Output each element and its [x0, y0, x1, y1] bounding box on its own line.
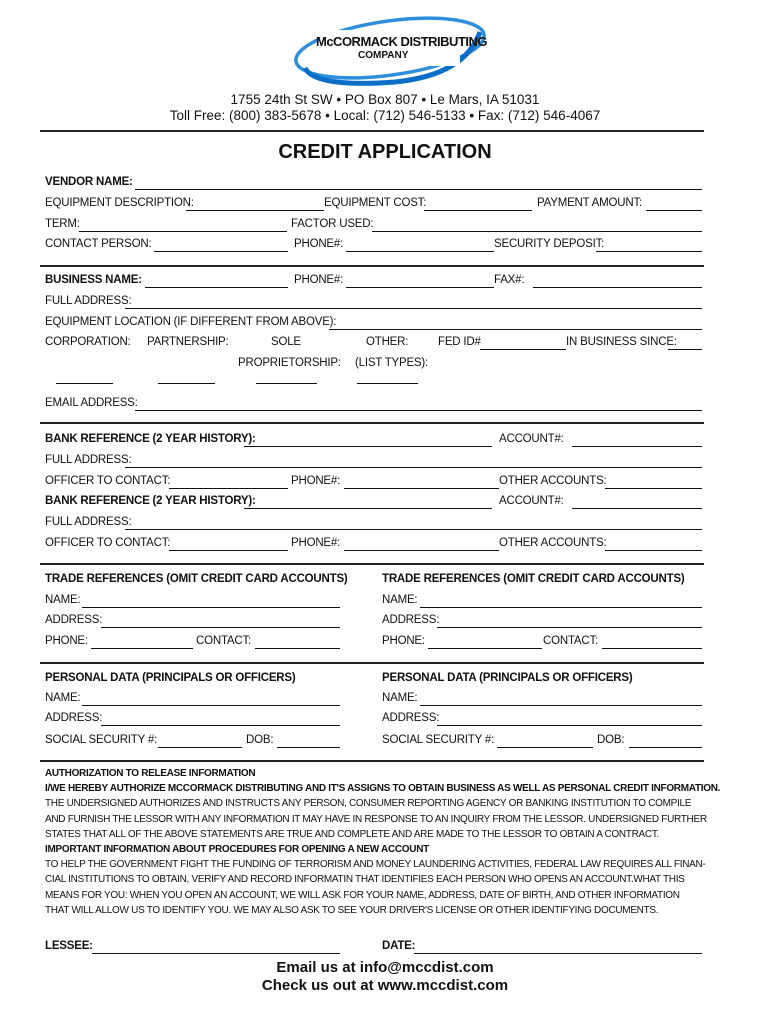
vendor-name-label: VENDOR NAME:	[45, 176, 133, 188]
lessee-signature-field[interactable]	[92, 953, 340, 954]
personal2-name-label: NAME:	[382, 692, 418, 704]
proprietorship-label: PROPRIETORSHIP:	[238, 357, 341, 369]
date-label: DATE:	[382, 940, 416, 952]
trade-heading-right: TRADE REFERENCES (OMIT CREDIT CARD ACCOUNTS)	[382, 573, 685, 585]
logo-line1: McCORMACK DISTRIBUTING	[316, 34, 487, 49]
bank1-officer-field[interactable]	[169, 488, 288, 489]
email-address-label: EMAIL ADDRESS:	[45, 397, 138, 409]
vendor-phone-field[interactable]	[346, 251, 494, 252]
authorization-line-6: MEANS FOR YOU: WHEN YOU OPEN AN ACCOUNT, WE WILL ASK FOR YOUR NAME, ADDRESS, DATE OF BIRTH, AND OTHER INFORMATION	[45, 889, 680, 901]
trade2-address-field[interactable]	[437, 627, 702, 628]
other-field[interactable]	[357, 383, 418, 384]
business-phone-label: PHONE#:	[294, 274, 344, 286]
equipment-location-field[interactable]	[329, 329, 702, 330]
header-rule	[40, 130, 704, 132]
email-address-field[interactable]	[135, 410, 702, 411]
authorization-heading: AUTHORIZATION TO RELEASE INFORMATION	[45, 768, 256, 779]
authorization-block	[45, 766, 721, 918]
bank1-address-field[interactable]	[125, 467, 702, 468]
business-address-label: FULL ADDRESS:	[45, 295, 132, 307]
bank2-officer-field[interactable]	[169, 550, 288, 551]
trade2-name-field[interactable]	[420, 607, 702, 608]
business-address-field[interactable]	[125, 308, 702, 309]
trade2-phone-field[interactable]	[428, 648, 542, 649]
bank2-phone-field[interactable]	[344, 550, 499, 551]
personal2-name-field[interactable]	[420, 705, 702, 706]
fed-id-field[interactable]	[480, 349, 566, 350]
personal1-name-label: NAME:	[45, 692, 81, 704]
important-heading: IMPORTANT INFORMATION ABOUT PROCEDURES FOR OPENING A NEW ACCOUNT	[45, 844, 429, 856]
contact-person-field[interactable]	[154, 251, 288, 252]
vendor-phone-label: PHONE#:	[294, 238, 344, 250]
factor-used-label: FACTOR USED:	[291, 218, 374, 230]
bank2-phone-label: PHONE#:	[291, 537, 341, 549]
divider-4	[40, 662, 704, 664]
bank1-other-accounts-label: OTHER ACCOUNTS:	[499, 475, 607, 487]
trade1-address-field[interactable]	[101, 627, 340, 628]
personal2-ssn-label: SOCIAL SECURITY #:	[382, 734, 495, 746]
trade2-contact-label: CONTACT:	[543, 635, 599, 647]
personal2-ssn-field[interactable]	[497, 747, 593, 748]
equipment-location-label: EQUIPMENT LOCATION (IF DIFFERENT FROM ABOVE):	[45, 316, 337, 328]
divider-2	[40, 422, 704, 424]
authorization-line-7: THAT WILL ALLOW US TO IDENTIFY YOU. WE MAY ALSO ASK TO SEE YOUR DRIVER'S LICENSE OR OTHER IDENTIFYING DOCUMENTS.	[45, 904, 659, 916]
date-field[interactable]	[414, 953, 702, 954]
personal1-address-field[interactable]	[101, 725, 340, 726]
bank1-phone-label: PHONE#:	[291, 475, 341, 487]
divider-5	[40, 760, 704, 762]
term-field[interactable]	[79, 231, 287, 232]
footer-email: Email us at info@mccdist.com	[276, 959, 494, 976]
payment-amount-label: PAYMENT AMOUNT:	[537, 197, 642, 209]
other-label: OTHER:	[366, 336, 409, 348]
bank2-reference-label: BANK REFERENCE (2 YEAR HISTORY):	[45, 495, 256, 507]
trade-heading-left: TRADE REFERENCES (OMIT CREDIT CARD ACCOUNTS)	[45, 573, 348, 585]
authorization-bold-line: I/WE HEREBY AUTHORIZE MCCORMACK DISTRIBUTING AND IT'S ASSIGNS TO OBTAIN BUSINESS AS WELL AS PERSONAL CREDIT INFORMATION.	[45, 783, 721, 795]
trade1-name-field[interactable]	[82, 607, 340, 608]
bank2-address-field[interactable]	[125, 529, 702, 530]
bank2-account-label: ACCOUNT#:	[499, 495, 564, 507]
trade1-phone-label: PHONE:	[45, 635, 88, 647]
fed-id-label: FED ID#	[438, 336, 481, 348]
trade1-name-label: NAME:	[45, 594, 81, 606]
security-deposit-field[interactable]	[596, 251, 702, 252]
bank1-reference-field[interactable]	[244, 446, 492, 447]
authorization-line-2: AND FURNISH THE LESSOR WITH ANY INFORMATION IT MAY HAVE IN RESPONSE TO AN INQUIRY FROM THE LESSOR. UNDERSIGNED FURTHER	[45, 813, 707, 825]
page-title: CREDIT APPLICATION	[278, 141, 492, 163]
term-label: TERM:	[45, 218, 80, 230]
trade2-contact-field[interactable]	[602, 648, 702, 649]
authorization-line-3: STATES THAT ALL OF THE ABOVE STATEMENTS ARE TRUE AND COMPLETE AND ARE MADE TO THE LESSOR TO OBTAIN A CONTRACT.	[45, 828, 660, 840]
bank1-account-field[interactable]	[572, 446, 702, 447]
bank2-other-accounts-label: OTHER ACCOUNTS:	[499, 537, 607, 549]
personal2-address-label: ADDRESS:	[382, 712, 440, 724]
trade2-name-label: NAME:	[382, 594, 418, 606]
divider-3	[40, 563, 704, 565]
personal2-dob-label: DOB:	[597, 734, 625, 746]
factor-used-field[interactable]	[372, 231, 702, 232]
authorization-line-1: THE UNDERSIGNED AUTHORIZES AND INSTRUCTS ANY PERSON, CONSUMER REPORTING AGENCY OR BANKING INSTITUTION TO COMPILE	[45, 798, 692, 810]
personal-heading-right: PERSONAL DATA (PRINCIPALS OR OFFICERS)	[382, 672, 633, 684]
logo-line2: COMPANY	[358, 50, 409, 61]
company-address: 1755 24th St SW • PO Box 807 • Le Mars, IA 51031	[230, 92, 540, 107]
lessee-label: LESSEE:	[45, 940, 93, 952]
personal1-name-field[interactable]	[82, 705, 340, 706]
authorization-line-4: TO HELP THE GOVERNMENT FIGHT THE FUNDING OF TERRORISM AND MONEY LAUNDERING ACTIVITIES, FEDERAL LAW REQUIRES ALL FINAN-	[45, 859, 706, 871]
sole-label: SOLE	[271, 336, 301, 348]
bank2-reference-field[interactable]	[244, 508, 492, 509]
equipment-cost-label: EQUIPMENT COST:	[324, 197, 427, 209]
business-name-label: BUSINESS NAME:	[45, 274, 142, 286]
bank2-other-accounts-field[interactable]	[605, 550, 702, 551]
business-fax-field[interactable]	[533, 287, 702, 288]
personal1-ssn-field[interactable]	[158, 747, 242, 748]
list-types-label: (LIST TYPES):	[355, 357, 429, 369]
trade1-address-label: ADDRESS:	[45, 614, 103, 626]
partnership-label: PARTNERSHIP:	[147, 336, 229, 348]
bank2-officer-label: OFFICER TO CONTACT:	[45, 537, 171, 549]
corporation-label: CORPORATION:	[45, 336, 131, 348]
trade2-phone-label: PHONE:	[382, 635, 425, 647]
trade1-phone-field[interactable]	[91, 648, 193, 649]
in-business-since-field[interactable]	[668, 349, 702, 350]
sole-proprietorship-field[interactable]	[256, 383, 317, 384]
bank1-phone-field[interactable]	[344, 488, 499, 489]
personal2-address-field[interactable]	[437, 725, 702, 726]
personal1-address-label: ADDRESS:	[45, 712, 103, 724]
security-deposit-label: SECURITY DEPOSIT:	[494, 238, 605, 250]
equipment-cost-field[interactable]	[424, 210, 532, 211]
trade1-contact-field[interactable]	[255, 648, 340, 649]
bank2-address-label: FULL ADDRESS:	[45, 516, 132, 528]
bank1-account-label: ACCOUNT#:	[499, 433, 564, 445]
trade1-contact-label: CONTACT:	[196, 635, 252, 647]
personal1-ssn-label: SOCIAL SECURITY #:	[45, 734, 158, 746]
trade2-address-label: ADDRESS:	[382, 614, 440, 626]
in-business-since-label: IN BUSINESS SINCE:	[566, 336, 677, 348]
personal-heading-left: PERSONAL DATA (PRINCIPALS OR OFFICERS)	[45, 672, 296, 684]
bank1-reference-label: BANK REFERENCE (2 YEAR HISTORY):	[45, 433, 256, 445]
footer-website: Check us out at www.mccdist.com	[261, 977, 509, 994]
personal1-dob-field[interactable]	[277, 747, 340, 748]
business-phone-field[interactable]	[346, 287, 494, 288]
business-fax-label: FAX#:	[494, 274, 525, 286]
personal1-dob-label: DOB:	[246, 734, 274, 746]
company-phones: Toll Free: (800) 383-5678 • Local: (712) 546-5133 • Fax: (712) 546-4067	[169, 108, 601, 123]
vendor-name-field[interactable]	[135, 189, 702, 190]
equipment-description-label: EQUIPMENT DESCRIPTION:	[45, 197, 194, 209]
corporation-field[interactable]	[56, 383, 113, 384]
bank1-address-label: FULL ADDRESS:	[45, 454, 132, 466]
contact-person-label: CONTACT PERSON:	[45, 238, 152, 250]
authorization-line-5: CIAL INSTITUTIONS TO OBTAIN, VERIFY AND RECORD INFORMATIN THAT IDENTIFIES EACH PERSON WHO OPENS AN ACCOUNT.WHAT THIS	[45, 874, 685, 886]
payment-amount-field[interactable]	[646, 210, 702, 211]
business-name-field[interactable]	[145, 287, 288, 288]
bank1-other-accounts-field[interactable]	[605, 488, 702, 489]
bank2-account-field[interactable]	[572, 508, 702, 509]
bank1-officer-label: OFFICER TO CONTACT:	[45, 475, 171, 487]
personal2-dob-field[interactable]	[629, 747, 702, 748]
divider-1	[40, 265, 704, 267]
equipment-description-field[interactable]	[186, 210, 324, 211]
partnership-field[interactable]	[158, 383, 215, 384]
